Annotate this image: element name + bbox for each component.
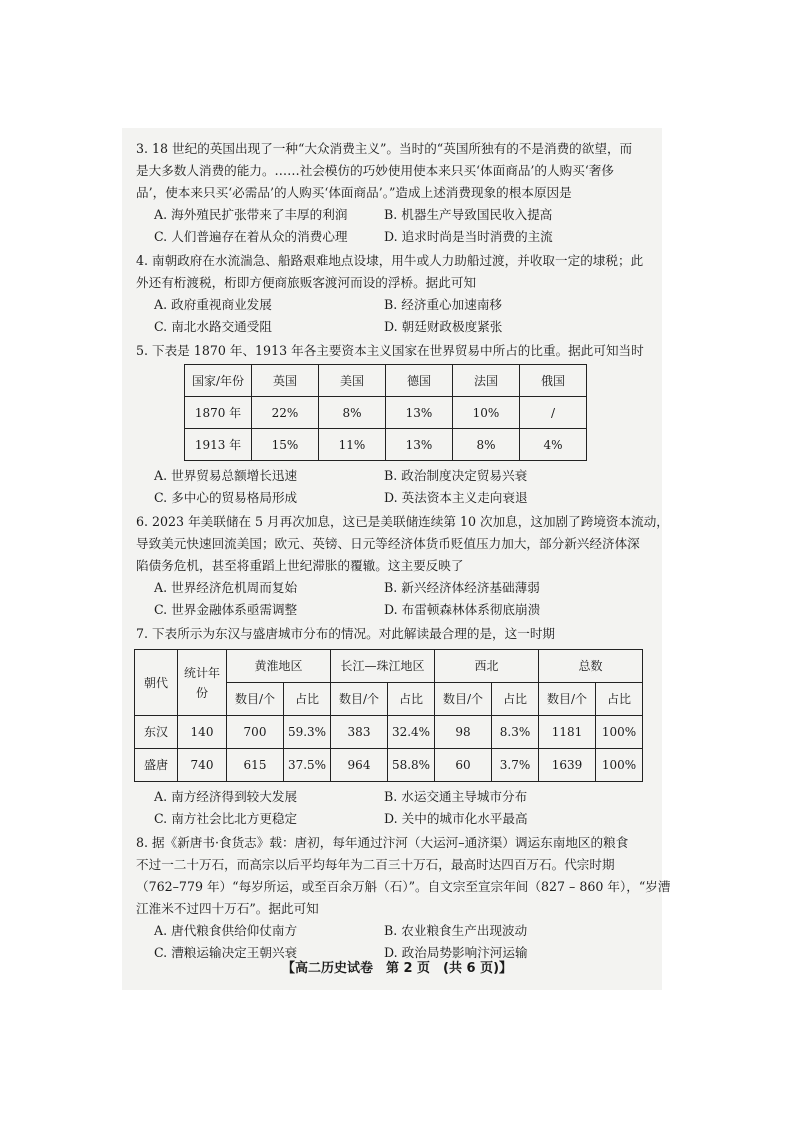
question-text: 品’，使本来只买‘必需品’的人购买‘体面商品’。”造成上述消费现象的根本原因是 [136, 185, 572, 200]
table-header-cell: 数目/个 [539, 683, 596, 716]
option-b: B. 水运交通主导城市分布 [384, 789, 528, 804]
table-header-row [135, 650, 643, 683]
option-d: D. 朝廷财政极度紧张 [384, 319, 503, 334]
table-cell: 58.8% [388, 749, 435, 782]
question-8 [136, 832, 671, 964]
options [136, 786, 650, 830]
table-header-cell: 占比 [492, 683, 539, 716]
table-cell: 700 [227, 716, 284, 749]
table-cell: 11% [319, 429, 386, 461]
table-cell: 1181 [539, 716, 596, 749]
option-a: A. 南方经济得到较大发展 [154, 789, 298, 804]
question-text: 外还有桁渡税，桁即方便商旅贩客渡河而设的浮桥。据此可知 [136, 275, 477, 290]
table-cell: 8.3% [492, 716, 539, 749]
table-cell: 60 [435, 749, 492, 782]
table-cell: 8% [453, 429, 520, 461]
table-cell: 32.4% [388, 716, 435, 749]
table-header-cell: 总数 [539, 650, 643, 683]
table-cell: 100% [596, 716, 643, 749]
table-cell: 1639 [539, 749, 596, 782]
option-b: B. 农业粮食生产出现波动 [384, 923, 528, 938]
option-c: C. 南北水路交通受阻 [154, 319, 272, 334]
table-row [185, 429, 587, 461]
option-d: D. 政治局势影响汴河运输 [384, 945, 528, 960]
question-6 [136, 511, 669, 621]
table-cell: 383 [331, 716, 388, 749]
option-a: A. 政府重视商业发展 [154, 297, 272, 312]
question-5 [136, 340, 650, 509]
options [136, 577, 650, 621]
table-header-cell: 俄国 [520, 365, 587, 397]
options [136, 465, 650, 509]
table-cell: 13% [386, 397, 453, 429]
table-cell: 98 [435, 716, 492, 749]
question-text: 5. 下表是 1870 年、1913 年各主要资本主义国家在世界贸易中所占的比重。据此可知当时 [136, 343, 644, 358]
table-cell: 东汉 [135, 716, 178, 749]
table-cell: 37.5% [284, 749, 331, 782]
table-row [185, 397, 587, 429]
table-header-cell: 英国 [252, 365, 319, 397]
table-header-cell: 长江—珠江地区 [331, 650, 435, 683]
question-7 [136, 623, 650, 830]
table-cell: 964 [331, 749, 388, 782]
option-d: D. 追求时尚是当时消费的主流 [384, 229, 553, 244]
table-cell: 8% [319, 397, 386, 429]
table-header-cell: 占比 [596, 683, 643, 716]
option-a: A. 海外殖民扩张带来了丰厚的利润 [154, 207, 348, 222]
table-header-cell: 西北 [435, 650, 539, 683]
option-c: C. 世界金融体系亟需调整 [154, 602, 298, 617]
table-cell: 1913 年 [185, 429, 252, 461]
option-c: C. 漕粮运输决定王朝兴衰 [154, 945, 298, 960]
table-cell: / [520, 397, 587, 429]
option-a: A. 唐代粮食供给仰仗南方 [154, 923, 298, 938]
city-distribution-table [134, 649, 643, 782]
question-text: 陷债务危机，甚至将重蹈上世纪滞胀的覆辙。这主要反映了 [136, 558, 464, 573]
option-c: C. 南方社会比北方更稳定 [154, 811, 298, 826]
option-a: A. 世界贸易总额增长迅速 [154, 468, 298, 483]
table-cell: 4% [520, 429, 587, 461]
question-text: 4. 南朝政府在水流湍急、船路艰难地点设埭，用牛或人力助船过渡，并收取一定的埭税；此 [136, 253, 644, 268]
table-header-cell: 占比 [388, 683, 435, 716]
question-text: 导致美元快速回流美国；欧元、英镑、日元等经济体货币贬值压力加大，部分新兴经济体深 [136, 536, 640, 551]
option-c: C. 人们普遍存在着从众的消费心理 [154, 229, 348, 244]
question-text: 是大多数人消费的能力。……社会模仿的巧妙使用使本来只买‘体面商品’的人购买‘奢侈 [136, 163, 614, 178]
option-b: B. 经济重心加速南移 [384, 297, 503, 312]
question-text: （762–779 年）“每岁所运，或至百余万斛（石）”。自文宗至宣宗年间（827 – 860 年），“岁漕 [136, 879, 671, 894]
option-b: B. 新兴经济体经济基础薄弱 [384, 580, 540, 595]
table-row [135, 749, 643, 782]
option-b: B. 政治制度决定贸易兴衰 [384, 468, 528, 483]
option-c: C. 多中心的贸易格局形成 [154, 490, 298, 505]
table-header-row [185, 365, 587, 397]
table-header-cell: 朝代 [135, 650, 178, 716]
question-text: 7. 下表所示为东汉与盛唐城市分布的情况。对此解读最合理的是，这一时期 [136, 626, 556, 641]
table-cell: 100% [596, 749, 643, 782]
table-cell: 59.3% [284, 716, 331, 749]
table-cell: 1870 年 [185, 397, 252, 429]
page-footer: 【高二历史试卷 第 2 页 (共 6 页)】 [281, 961, 513, 976]
table-cell: 615 [227, 749, 284, 782]
table-header-cell: 数目/个 [331, 683, 388, 716]
table-header-cell: 数目/个 [435, 683, 492, 716]
option-d: D. 布雷顿森林体系彻底崩溃 [384, 602, 541, 617]
table-header-cell: 美国 [319, 365, 386, 397]
table-cell: 140 [178, 716, 227, 749]
table-cell: 3.7% [492, 749, 539, 782]
question-text: 3. 18 世纪的英国出现了一种“大众消费主义”。当时的“英国所独有的不是消费的欲望，而 [136, 141, 633, 156]
question-text: 不过一二十万石，而高宗以后平均每年为二百三十万石，最高时达四百万石。代宗时期 [136, 857, 615, 872]
option-a: A. 世界经济危机周而复始 [154, 580, 298, 595]
table-cell: 15% [252, 429, 319, 461]
table-cell: 13% [386, 429, 453, 461]
exam-content [136, 138, 671, 966]
table-header-cell: 法国 [453, 365, 520, 397]
table-header-cell: 国家/年份 [185, 365, 252, 397]
table-header-cell: 占比 [284, 683, 331, 716]
option-d: D. 英法资本主义走向衰退 [384, 490, 528, 505]
table-cell: 盛唐 [135, 749, 178, 782]
table-header-cell: 统计年份 [178, 650, 227, 716]
option-b: B. 机器生产导致国民收入提高 [384, 207, 553, 222]
question-3 [136, 138, 650, 248]
table-header-cell: 黄淮地区 [227, 650, 331, 683]
options [136, 204, 650, 248]
question-text: 6. 2023 年美联储在 5 月再次加息，这已是美联储连续第 10 次加息，这加剧了跨境资本流动， [136, 514, 669, 529]
table-cell: 10% [453, 397, 520, 429]
option-d: D. 关中的城市化水平最高 [384, 811, 528, 826]
table-header-cell: 数目/个 [227, 683, 284, 716]
table-cell: 740 [178, 749, 227, 782]
question-text: 江淮米不过四十万石”。据此可知 [136, 901, 319, 916]
question-text: 8. 据《新唐书·食货志》载：唐初，每年通过汴河（大运河–通济渠）调运东南地区的粮食 [136, 835, 629, 850]
question-4 [136, 250, 650, 338]
table-header-cell: 德国 [386, 365, 453, 397]
options [136, 294, 650, 338]
table-row [135, 716, 643, 749]
table-cell: 22% [252, 397, 319, 429]
trade-share-table [184, 364, 587, 461]
